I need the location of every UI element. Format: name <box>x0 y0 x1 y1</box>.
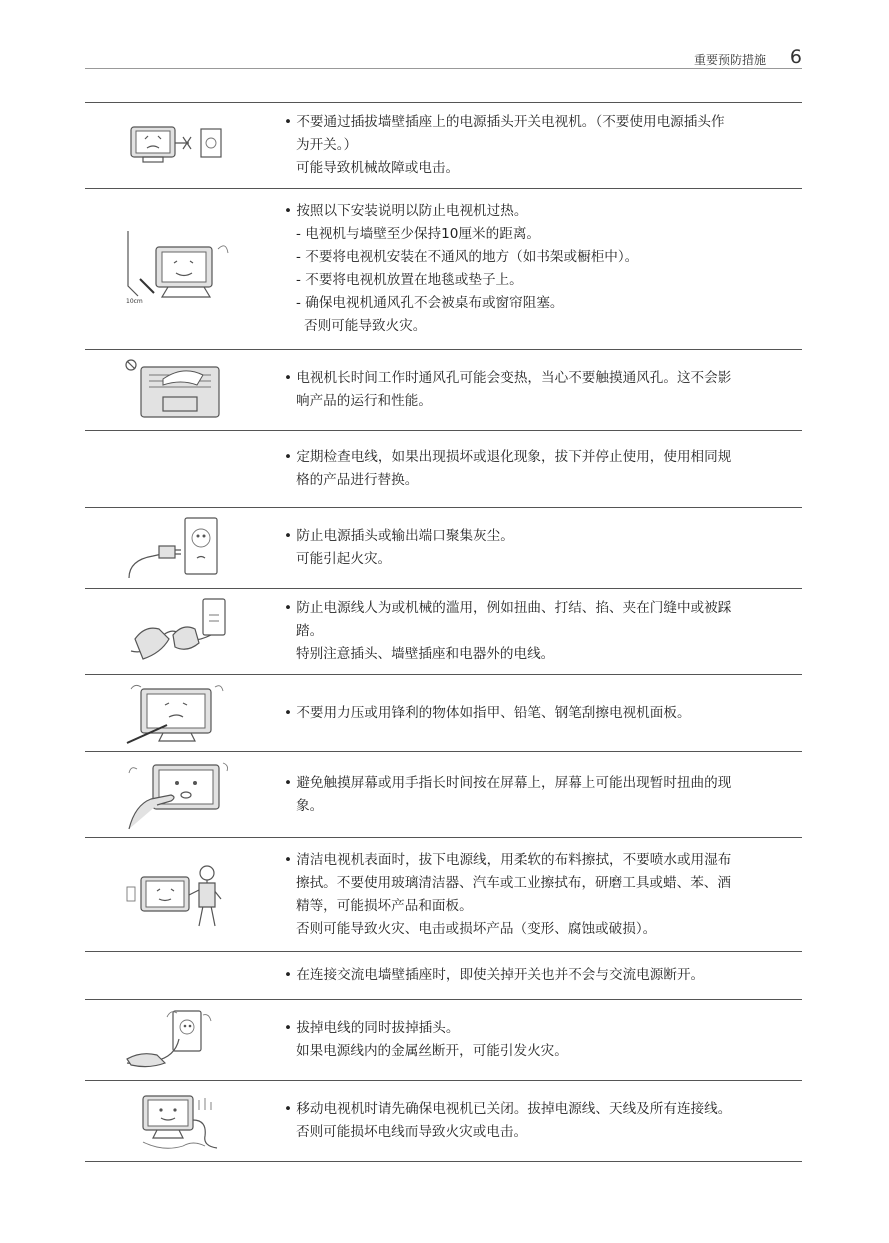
tv-vent-illustration <box>85 350 270 430</box>
text-line: • 在连接交流电墙壁插座时，即使关掉开关也并不会与交流电源断开。 <box>284 967 705 983</box>
section-title: 重要预防措施 <box>693 53 766 67</box>
table-row <box>85 188 802 349</box>
text-line: • 防止电源插头或输出端口聚集灰尘。 <box>284 528 514 544</box>
text-line: • 不要用力压或用锋利的物体如指甲、铅笔、钢笔刮擦电视机面板。 <box>284 704 691 721</box>
text-line: 象。 <box>296 797 324 814</box>
tv-cleaning-icon <box>123 859 233 931</box>
text-line: 可能引起火灾。 <box>296 551 392 567</box>
table-row <box>85 430 802 507</box>
scratch-panel-illustration <box>85 675 270 751</box>
pull-plug-icon <box>123 1007 233 1073</box>
text-line: • 移动电视机时请先确保电视机已关闭。拔掉电源线、天线及所有连接线。 <box>284 1101 732 1117</box>
twisted-cord-icon <box>123 595 233 669</box>
vent-no-touch-icon <box>123 357 233 423</box>
text-line: • 电视机长时间工作时通风孔可能会变热，当心不要触摸通风孔。这不会影 <box>284 370 732 386</box>
text-line: • 拔掉电线的同时拔掉插头。 <box>284 1020 460 1036</box>
table-row <box>85 999 802 1080</box>
finger-press-icon <box>123 759 233 831</box>
tv-disconnect-icon <box>123 1090 233 1152</box>
table-row <box>85 674 802 751</box>
text-line: • 清洁电视机表面时，拔下电源线，用柔软的布料擦拭，不要喷水或用湿布 <box>284 851 732 868</box>
move-tv-illustration <box>85 1081 270 1161</box>
unplug-by-head-illustration <box>85 1000 270 1080</box>
tv-plug-illustration <box>85 103 270 188</box>
precautions-table <box>85 102 802 1162</box>
text-line: 如果电源线内的金属丝断开，可能引发火灾。 <box>296 1043 568 1059</box>
text-line: 否则可能导致火灾。 <box>304 318 427 334</box>
page-header <box>85 48 802 70</box>
tv-clearance-icon <box>118 229 238 309</box>
dust-plug-illustration <box>85 508 270 588</box>
text-line: - 确保电视机通风孔不会被桌布或窗帘阻塞。 <box>296 295 564 311</box>
tv-wall-distance-illustration <box>85 189 270 349</box>
text-line: 踏。 <box>296 623 324 639</box>
tv-scratch-icon <box>123 681 233 745</box>
text-line: 否则可能导致火灾、电击或损坏产品（变形、腐蚀或破损）。 <box>296 920 657 937</box>
touch-screen-illustration <box>85 752 270 837</box>
header-divider <box>85 68 769 69</box>
dusty-plug-icon <box>123 512 233 584</box>
cord-abuse-illustration <box>85 589 270 674</box>
table-row <box>85 1080 802 1162</box>
text-line: • 定期检查电线，如果出现损坏或退化现象，拔下并停止使用，使用相同规 <box>284 449 732 465</box>
table-row <box>85 588 802 674</box>
text-line: 可能导致机械故障或电击。 <box>296 160 460 176</box>
text-line: 擦拭。不要使用玻璃清洁器、汽车或工业擦拭布，研磨工具或蜡、苯、酒 <box>296 874 731 891</box>
text-line: 特别注意插头、墙壁插座和电器外的电线。 <box>296 646 555 662</box>
table-row <box>85 837 802 951</box>
table-row <box>85 349 802 430</box>
text-line: - 电视机与墙壁至少保持10厘米的距离。 <box>296 226 541 242</box>
text-line: • 按照以下安装说明以防止电视机过热。 <box>284 203 528 219</box>
text-line: • 避免触摸屏幕或用手指长时间按在屏幕上，屏幕上可能出现暂时扭曲的现 <box>284 774 732 791</box>
table-row <box>85 751 802 837</box>
distance-label: 10cm <box>125 298 143 305</box>
text-line: 响产品的运行和性能。 <box>296 393 432 409</box>
empty-illustration-cell <box>85 952 270 999</box>
text-line: 精等，可能损坏产品和面板。 <box>296 897 473 914</box>
text-line: • 防止电源线人为或机械的滥用，例如扭曲、打结、掐、夹在门缝中或被踩 <box>284 600 732 616</box>
text-line: 为开关。） <box>296 137 358 153</box>
text-line: • 不要通过插拔墙壁插座上的电源插头开关电视机。（不要使用电源插头作 <box>284 114 725 130</box>
text-line: - 不要将电视机放置在地毯或垫子上。 <box>296 272 523 288</box>
table-row <box>85 951 802 999</box>
empty-illustration-cell <box>85 431 270 507</box>
tv-unplug-icon <box>123 121 233 171</box>
text-line: 否则可能损坏电线而导致火灾或电击。 <box>296 1124 528 1140</box>
header-divider-end <box>769 68 802 69</box>
table-row <box>85 507 802 588</box>
table-row <box>85 102 802 188</box>
page-number: 6 <box>789 46 802 68</box>
cleaning-illustration <box>85 838 270 951</box>
text-line: - 不要将电视机安装在不通风的地方（如书架或橱柜中）。 <box>296 249 639 265</box>
text-line: 格的产品进行替换。 <box>296 472 419 488</box>
